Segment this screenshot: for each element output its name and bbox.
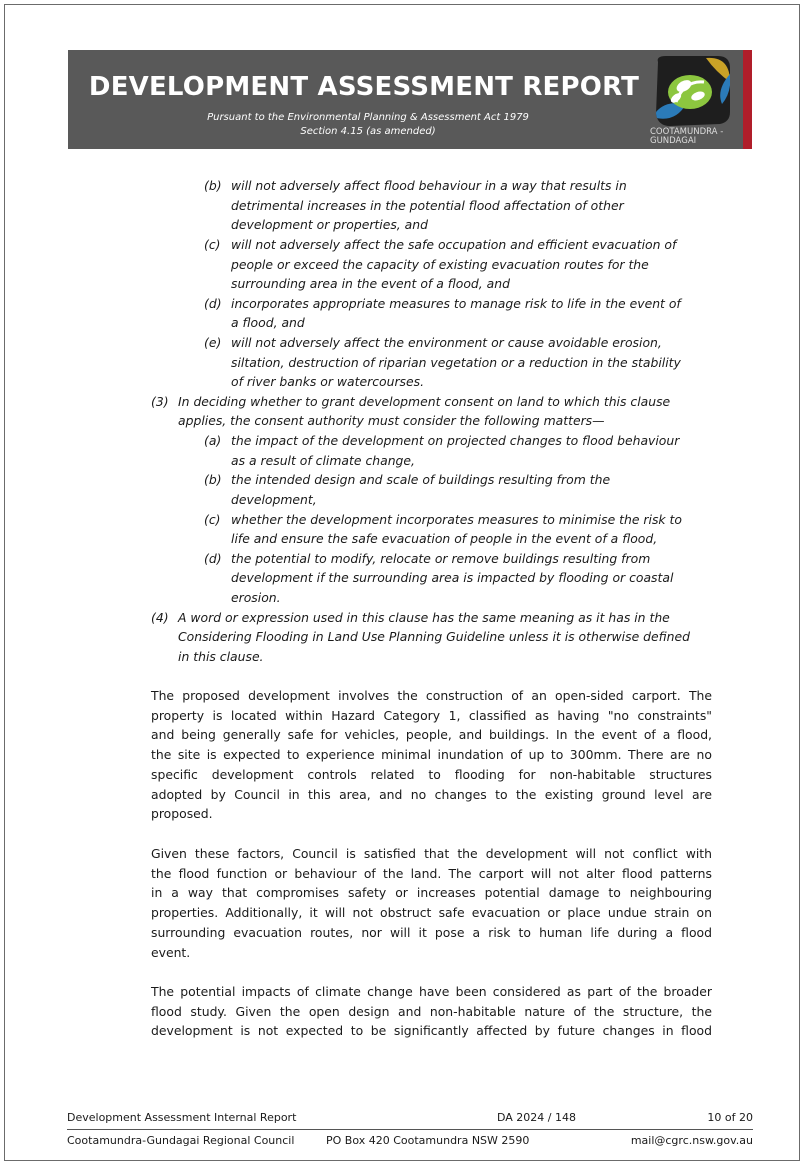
- clause-3-item-marker: (c): [204, 512, 221, 527]
- paragraph-line: event.: [151, 944, 191, 960]
- report-subtitle-section: Section 4.15 (as amended): [300, 126, 436, 137]
- paragraph-line: the site is expected to experience minimal inundation of up to 300mm. There are no: [151, 747, 712, 763]
- footer-page-number: 10 of 20: [707, 1111, 753, 1124]
- clause-item-marker: (d): [204, 296, 222, 311]
- paragraph-line: property is located within Hazard Category 1, classified as having "no constraints": [151, 707, 712, 723]
- paragraph-line: properties. Additionally, it will not obstruct safe evacuation or place undue strain on: [151, 905, 712, 921]
- logo-text-cootamundra: COOTAMUNDRA -: [650, 127, 724, 137]
- footer-email: mail@cgrc.nsw.gov.au: [630, 1134, 753, 1147]
- clause-3-item-text: whether the development incorporates measures to minimise the risk to: [231, 512, 682, 527]
- clause-3-item-text: development,: [231, 492, 317, 507]
- paragraph-line: in a way that compromises safety or increases potential damage to neighbouring: [151, 885, 712, 901]
- paragraph-line: development is not expected to be significantly affected by future changes in flood: [151, 1023, 712, 1039]
- clause-item-text: will not adversely affect the safe occupation and efficient evacuation of: [231, 237, 677, 252]
- clause-item-text: will not adversely affect the environment or cause avoidable erosion,: [231, 335, 662, 350]
- clause-4-text: A word or expression used in this clause has the same meaning as it has in the: [178, 610, 670, 625]
- paragraph-line: and being generally safe for vehicles, people, and buildings. In the event of a flood,: [151, 727, 712, 743]
- clause-3-text: applies, the consent authority must consider the following matters—: [178, 413, 605, 428]
- clause-3-marker: (3): [151, 394, 169, 409]
- clause-3-item-text: life and ensure the safe evacuation of people in the event of a flood,: [231, 531, 658, 546]
- clause-3-item-text: erosion.: [231, 590, 281, 605]
- clause-3-item-text: development if the surrounding area is impacted by flooding or coastal: [231, 570, 674, 585]
- paragraph-line: Given these factors, Council is satisfied that the development will not conflict with: [151, 846, 712, 861]
- clause-item-text: a flood, and: [231, 315, 305, 330]
- clause-item-text: of river banks or watercourses.: [231, 374, 425, 389]
- clause-item-text: incorporates appropriate measures to manage risk to life in the event of: [231, 296, 681, 311]
- report-title: DEVELOPMENT ASSESSMENT REPORT: [88, 72, 640, 102]
- body-paragraph: [151, 686, 712, 824]
- clause-item-text: people or exceed the capacity of existing evacuation routes for the: [231, 257, 649, 272]
- clause-item-text: siltation, destruction of riparian vegetation or a reduction in the stability: [231, 355, 681, 370]
- footer-divider: [67, 1129, 753, 1130]
- logo-text-gundagai: GUNDAGAI: [650, 136, 697, 146]
- clause-item-text: will not adversely affect flood behaviour in a way that results in: [231, 178, 627, 193]
- clause-item-marker: (b): [204, 178, 222, 193]
- clause-3-item-text: the potential to modify, relocate or remove buildings resulting from: [231, 551, 651, 566]
- paragraph-line: The potential impacts of climate change have been considered as part of the broader: [151, 984, 712, 999]
- clause-3-item-marker: (d): [204, 551, 222, 566]
- clause-item-text: surrounding area in the event of a flood, and: [231, 276, 510, 291]
- paragraph-line: adopted by Council in this area, and no changes to the existing ground level are: [151, 786, 712, 802]
- clause-3-item-marker: (a): [204, 433, 222, 448]
- clause-item-text: development or properties, and: [231, 217, 428, 232]
- clause-3-item-text: the impact of the development on projected changes to flood behaviour: [231, 433, 680, 448]
- footer-da-number: DA 2024 / 148: [497, 1111, 576, 1124]
- paragraph-line: The proposed development involves the construction of an open-sided carport. The: [151, 688, 712, 703]
- body-paragraph: [151, 982, 712, 1041]
- footer-council-name: Cootamundra-Gundagai Regional Council: [67, 1134, 295, 1147]
- clause-4-text: in this clause.: [178, 649, 264, 664]
- report-subtitle-act: Pursuant to the Environmental Planning & Assessment Act 1979: [207, 112, 529, 123]
- clause-3-item-text: as a result of climate change,: [231, 453, 415, 468]
- footer-report-name: Development Assessment Internal Report: [67, 1111, 297, 1124]
- body-paragraph: [151, 844, 712, 962]
- clause-3-text: In deciding whether to grant development consent on land to which this clause: [178, 394, 671, 409]
- paragraph-line: flood study. Given the open design and non-habitable nature of the structure, the: [151, 1003, 712, 1019]
- clause-3-item-marker: (b): [204, 472, 222, 487]
- clause-item-marker: (c): [204, 237, 221, 252]
- paragraph-line: specific development controls related to flooding for non-habitable structures: [151, 766, 712, 782]
- clause-4-text: Considering Flooding in Land Use Planning Guideline unless it is otherwise defined: [178, 629, 690, 644]
- paragraph-line: proposed.: [151, 806, 213, 822]
- paragraph-line: surrounding evacuation routes, nor will it pose a risk to human life during a flood: [151, 924, 712, 940]
- paragraph-line: the flood function or behaviour of the land. The carport will not alter flood patterns: [151, 865, 712, 881]
- clause-item-text: detrimental increases in the potential flood affectation of other: [231, 198, 624, 213]
- clause-4-marker: (4): [151, 610, 169, 625]
- footer-address: PO Box 420 Cootamundra NSW 2590: [326, 1134, 530, 1147]
- clause-item-marker: (e): [204, 335, 222, 350]
- clause-3-item-text: the intended design and scale of buildings resulting from the: [231, 472, 611, 487]
